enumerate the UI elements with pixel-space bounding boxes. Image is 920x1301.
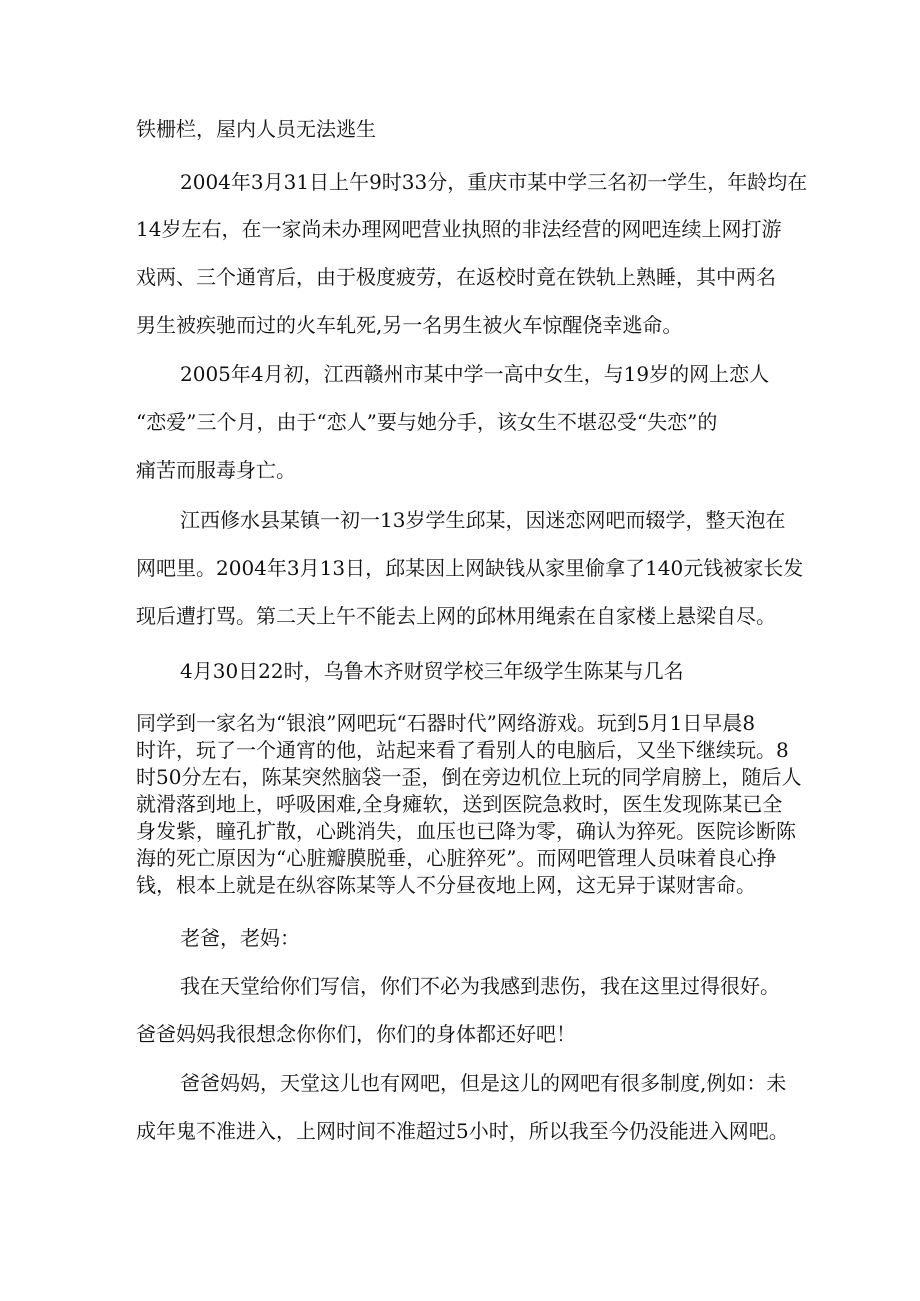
paragraph-line: 就滑落到地上，呼吸困难,全身瘫软，送到医院急救时，医生发现陈某已全	[136, 792, 783, 816]
paragraph-line: 江西修水县某镇一初一13岁学生邱某，因迷恋网吧而辍学，整天泡在	[180, 508, 786, 532]
paragraph-line: 14岁左右，在一家尚未办理网吧营业执照的非法经营的网吧连续上网打游	[136, 217, 782, 241]
salutation: 老爸，老妈：	[180, 926, 300, 950]
paragraph-line: 2004年3月31日上午9时33分，重庆市某中学三名初一学生，年龄均在	[180, 170, 808, 194]
paragraph-line: 时50分左右，陈某突然脑袋一歪，倒在旁边机位上玩的同学肩膀上，随后人	[136, 765, 802, 789]
paragraph-line: 时许，玩了一个通宵的他，站起来看了看别人的电脑后，又坐下继续玩。8	[136, 738, 789, 762]
paragraph-line: 钱，根本上就是在纵容陈某等人不分昼夜地上网，这无异于谋财害命。	[136, 873, 756, 897]
paragraph-line: 铁栅栏，屋内人员无法逃生	[136, 117, 376, 141]
paragraph-line: 身发紫，瞳孔扩散，心跳消失，血压也已降为零，确认为猝死。医院诊断陈	[136, 819, 796, 843]
paragraph-line: 痛苦而服毒身亡。	[136, 458, 296, 482]
paragraph-line: 成年鬼不准进入，上网时间不准超过5小时，所以我至今仍没能进入网吧。	[136, 1119, 789, 1143]
paragraph-line: 戏两、三个通宵后，由于极度疲劳，在返校时竟在铁轨上熟睡，其中两名	[136, 265, 776, 289]
paragraph-line: 爸爸妈妈，天堂这儿也有网吧，但是这儿的网吧有很多制度,例如：未	[180, 1071, 787, 1095]
paragraph-line: 我在天堂给你们写信，你们不必为我感到悲伤，我在这里过得很好。	[180, 974, 780, 998]
paragraph-line: 爸爸妈妈我很想念你你们，你们的身体都还好吧！	[136, 1022, 576, 1046]
paragraph-line: 海的死亡原因为“心脏瓣膜脱垂，心脏猝死”。而网吧管理人员味着良心挣	[136, 846, 777, 870]
paragraph-line: 4月30日22时，乌鲁木齐财贸学校三年级学生陈某与几名	[180, 659, 684, 683]
paragraph-line: 男生被疾驰而过的火车轧死,另一名男生被火车惊醒侥幸逃命。	[136, 313, 683, 337]
paragraph-line: 同学到一家名为“银浪”网吧玩“石器时代”网络游戏。玩到5月1日早晨8	[136, 711, 756, 735]
paragraph-line: “恋爱”三个月，由于“恋人”要与她分手，该女生不堪忍受“失恋”的	[136, 410, 718, 434]
paragraph-line: 现后遭打骂。第二天上午不能去上网的邱林用绳索在自家楼上悬梁自尽。	[136, 604, 776, 628]
paragraph-line: 2005年4月初，江西赣州市某中学一高中女生，与19岁的网上恋人	[180, 362, 770, 386]
paragraph-line: 网吧里。2004年3月13日，邱某因上网缺钱从家里偷拿了140元钱被家长发	[136, 556, 804, 580]
